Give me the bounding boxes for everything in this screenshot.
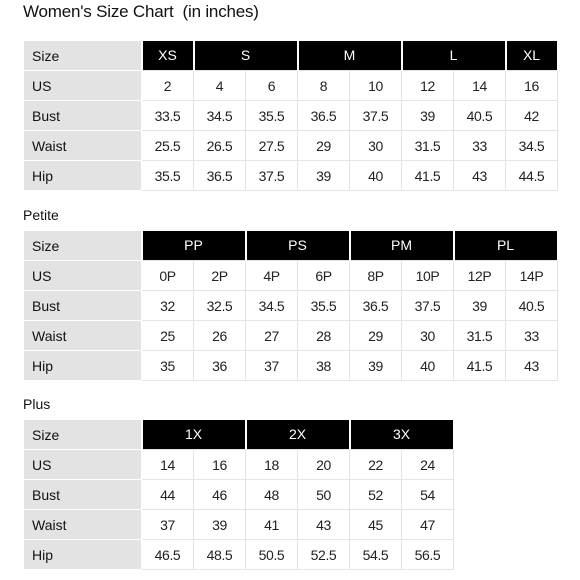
size-group-header: 1X <box>142 420 246 450</box>
measurement-cell: 2 <box>142 71 194 101</box>
measurement-cell: 33 <box>454 131 506 161</box>
table-row <box>24 161 558 191</box>
measurement-cell: 38 <box>298 351 350 381</box>
table-row <box>24 450 454 480</box>
size-group-header: XL <box>506 41 558 71</box>
measurement-cell: 36.5 <box>298 101 350 131</box>
measurement-cell: 54 <box>402 480 454 510</box>
measurement-cell: 10 <box>350 71 402 101</box>
measurement-cell: 39 <box>298 161 350 191</box>
row-label: Hip <box>24 351 142 381</box>
measurement-cell: 26 <box>194 321 246 351</box>
row-label-size: Size <box>24 231 142 261</box>
measurement-cell: 39 <box>350 351 402 381</box>
size-group-header: 3X <box>350 420 454 450</box>
measurement-cell: 32 <box>142 291 194 321</box>
row-label: Waist <box>24 321 142 351</box>
measurement-cell: 8 <box>298 71 350 101</box>
measurement-cell: 4 <box>194 71 246 101</box>
header-row <box>24 41 558 71</box>
row-label: Bust <box>24 480 142 510</box>
measurement-cell: 36.5 <box>350 291 402 321</box>
page-title: Women's Size Chart (in inches) <box>23 2 259 21</box>
table-row <box>24 71 558 101</box>
measurement-cell: 36 <box>194 351 246 381</box>
row-label: Hip <box>24 540 142 570</box>
measurement-cell: 40 <box>350 161 402 191</box>
size-group-header: 2X <box>246 420 350 450</box>
measurement-cell: 50 <box>298 480 350 510</box>
measurement-cell: 26.5 <box>194 131 246 161</box>
measurement-cell: 39 <box>454 291 506 321</box>
measurement-cell: 31.5 <box>454 321 506 351</box>
measurement-cell: 14 <box>454 71 506 101</box>
size-group-header: S <box>194 41 298 71</box>
measurement-cell: 35 <box>142 351 194 381</box>
table-row <box>24 101 558 131</box>
row-label: US <box>24 71 142 101</box>
row-label: US <box>24 261 142 291</box>
size-group-header: PM <box>350 231 454 261</box>
measurement-cell: 10P <box>402 261 454 291</box>
measurement-cell: 46 <box>194 480 246 510</box>
measurement-cell: 43 <box>454 161 506 191</box>
size-group-header: L <box>402 41 506 71</box>
size-group-header: PL <box>454 231 558 261</box>
table-row <box>24 131 558 161</box>
measurement-cell: 44.5 <box>506 161 558 191</box>
measurement-cell: 27.5 <box>246 131 298 161</box>
measurement-cell: 43 <box>506 351 558 381</box>
table-row <box>24 510 454 540</box>
measurement-cell: 39 <box>402 101 454 131</box>
measurement-cell: 50.5 <box>246 540 298 570</box>
measurement-cell: 47 <box>402 510 454 540</box>
measurement-cell: 37.5 <box>402 291 454 321</box>
measurement-cell: 6P <box>298 261 350 291</box>
table-row <box>24 480 454 510</box>
measurement-cell: 52.5 <box>298 540 350 570</box>
size-table-regular <box>23 40 559 191</box>
row-label: Waist <box>24 131 142 161</box>
measurement-cell: 36.5 <box>194 161 246 191</box>
measurement-cell: 48.5 <box>194 540 246 570</box>
measurement-cell: 33 <box>506 321 558 351</box>
size-group-header: XS <box>142 41 194 71</box>
measurement-cell: 27 <box>246 321 298 351</box>
measurement-cell: 25 <box>142 321 194 351</box>
measurement-cell: 40 <box>402 351 454 381</box>
measurement-cell: 25.5 <box>142 131 194 161</box>
section-label-plus: Plus <box>23 396 51 412</box>
measurement-cell: 37.5 <box>246 161 298 191</box>
measurement-cell: 20 <box>298 450 350 480</box>
measurement-cell: 35.5 <box>142 161 194 191</box>
measurement-cell: 18 <box>246 450 298 480</box>
row-label-size: Size <box>24 41 142 71</box>
row-label: Bust <box>24 291 142 321</box>
measurement-cell: 24 <box>402 450 454 480</box>
row-label: Bust <box>24 101 142 131</box>
measurement-cell: 34.5 <box>246 291 298 321</box>
measurement-cell: 44 <box>142 480 194 510</box>
measurement-cell: 4P <box>246 261 298 291</box>
measurement-cell: 31.5 <box>402 131 454 161</box>
measurement-cell: 56.5 <box>402 540 454 570</box>
measurement-cell: 33.5 <box>142 101 194 131</box>
measurement-cell: 14P <box>506 261 558 291</box>
measurement-cell: 16 <box>194 450 246 480</box>
measurement-cell: 30 <box>350 131 402 161</box>
measurement-cell: 28 <box>298 321 350 351</box>
measurement-cell: 41 <box>246 510 298 540</box>
measurement-cell: 16 <box>506 71 558 101</box>
measurement-cell: 0P <box>142 261 194 291</box>
measurement-cell: 22 <box>350 450 402 480</box>
measurement-cell: 34.5 <box>194 101 246 131</box>
row-label: Waist <box>24 510 142 540</box>
measurement-cell: 39 <box>194 510 246 540</box>
measurement-cell: 35.5 <box>298 291 350 321</box>
row-label-size: Size <box>24 420 142 450</box>
measurement-cell: 30 <box>402 321 454 351</box>
measurement-cell: 40.5 <box>454 101 506 131</box>
size-group-header: PP <box>142 231 246 261</box>
measurement-cell: 29 <box>298 131 350 161</box>
measurement-cell: 34.5 <box>506 131 558 161</box>
measurement-cell: 43 <box>298 510 350 540</box>
measurement-cell: 52 <box>350 480 402 510</box>
measurement-cell: 8P <box>350 261 402 291</box>
measurement-cell: 40.5 <box>506 291 558 321</box>
size-group-header: PS <box>246 231 350 261</box>
header-row <box>24 231 558 261</box>
measurement-cell: 12 <box>402 71 454 101</box>
measurement-cell: 37.5 <box>350 101 402 131</box>
measurement-cell: 29 <box>350 321 402 351</box>
measurement-cell: 37 <box>142 510 194 540</box>
section-label-petite: Petite <box>23 207 59 223</box>
measurement-cell: 32.5 <box>194 291 246 321</box>
measurement-cell: 2P <box>194 261 246 291</box>
table-row <box>24 540 454 570</box>
table-row <box>24 321 558 351</box>
measurement-cell: 35.5 <box>246 101 298 131</box>
table-row <box>24 291 558 321</box>
measurement-cell: 41.5 <box>402 161 454 191</box>
size-table-plus <box>23 419 455 570</box>
table-row <box>24 261 558 291</box>
row-label: Hip <box>24 161 142 191</box>
table-row <box>24 351 558 381</box>
measurement-cell: 54.5 <box>350 540 402 570</box>
measurement-cell: 6 <box>246 71 298 101</box>
measurement-cell: 12P <box>454 261 506 291</box>
measurement-cell: 14 <box>142 450 194 480</box>
size-table-petite <box>23 230 559 381</box>
size-group-header: M <box>298 41 402 71</box>
measurement-cell: 45 <box>350 510 402 540</box>
measurement-cell: 42 <box>506 101 558 131</box>
measurement-cell: 37 <box>246 351 298 381</box>
measurement-cell: 46.5 <box>142 540 194 570</box>
measurement-cell: 48 <box>246 480 298 510</box>
measurement-cell: 41.5 <box>454 351 506 381</box>
row-label: US <box>24 450 142 480</box>
header-row <box>24 420 454 450</box>
